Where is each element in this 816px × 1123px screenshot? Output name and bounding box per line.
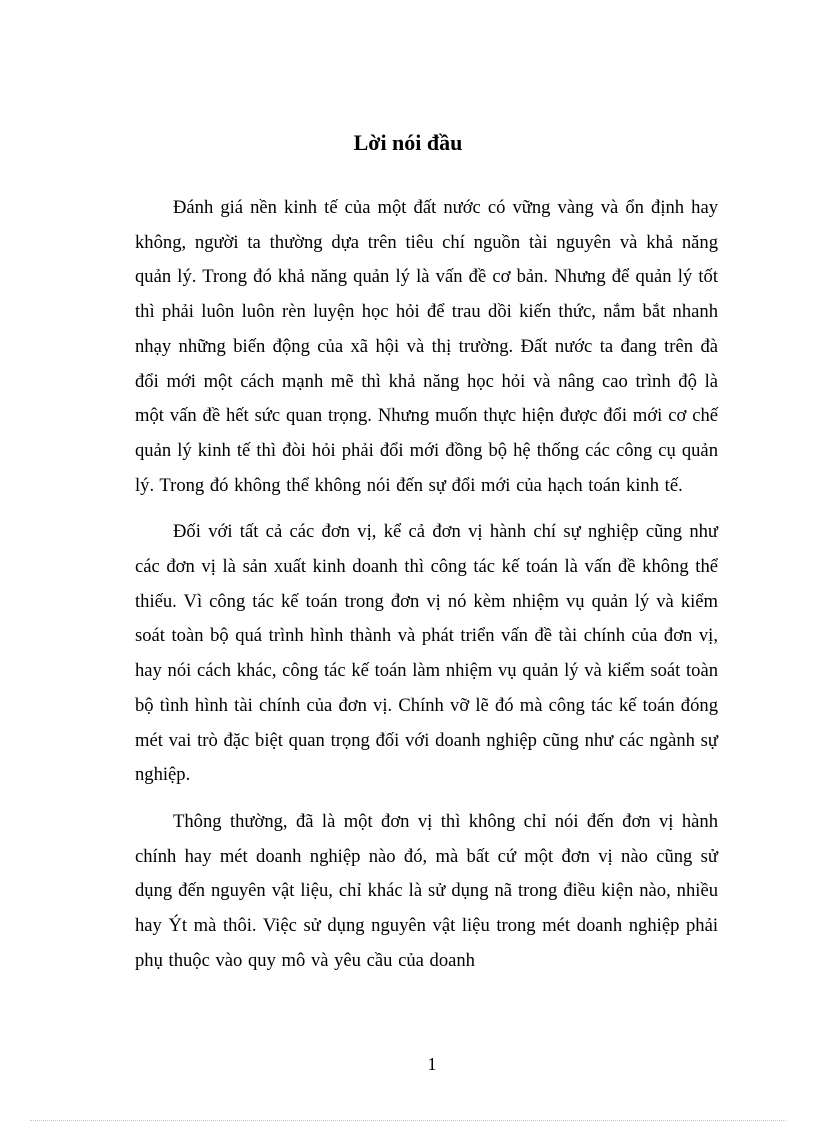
- paragraph-2: Đối với tất cả các đơn vị, kể cả đơn vị hành chí sự nghiệp cũng như các đơn vị là sản xuất kinh doanh thì công tác kế toán là vấn đề không thể thiếu. Vì công tác kế toán trong đơn vị nó kèm nhiệm vụ quản lý và kiểm soát toàn bộ quá trình hình thành và phát triển vấn đề tài chính của đơn vị, hay nói cách khác, công tác kế toán làm nhiệm vụ quản lý và kiểm soát toàn bộ tình hình tài chính của đơn vị. Chính vỡ lẽ đó mà công tác kế toán đóng mét vai trò đặc biệt quan trọng đối với doanh nghiệp cũng như các ngành sự nghiệp.: [135, 521, 718, 786]
- body-text: [135, 191, 718, 990]
- paragraph-1: Đánh giá nền kinh tế của một đất nước có vững vàng và ổn định hay không, người ta thường dựa trên tiêu chí nguồn tài nguyên và khả năng quản lý. Trong đó khả năng quản lý là vấn đề cơ bản. Nhưng để quản lý tốt thì phải luôn luôn rèn luyện học hỏi để trau dồi kiến thức, nắm bắt nhanh nhạy những biến động của xã hội và thị trường. Đất nước ta đang trên đà đổi mới một cách mạnh mẽ thì khả năng học hỏi và nâng cao trình độ là một vấn đề hết sức quan trọng. Nhưng muốn thực hiện được đổi mới cơ chế quản lý kinh tế thì đòi hỏi phải đổi mới đồng bộ hệ thống các công cụ quản lý. Trong đó không thể không nói đến sự đổi mới của hạch toán kinh tế.: [135, 197, 718, 496]
- page-title: Lời nói đầu: [353, 130, 463, 155]
- page-number: 1: [427, 1054, 437, 1074]
- paragraph-3: Thông thường, đã là một đơn vị thì không chỉ nói đến đơn vị hành chính hay mét doanh nghiệp nào đó, mà bất cứ một đơn vị nào cũng sử dụng đến nguyên vật liệu, chỉ khác là sử dụng nã trong điều kiện nào, nhiều hay Ýt mà thôi. Việc sử dụng nguyên vật liệu trong mét doanh nghiệp phải phụ thuộc vào quy mô và yêu cầu của doanh: [135, 810, 718, 971]
- page-bottom-divider: [30, 1120, 786, 1121]
